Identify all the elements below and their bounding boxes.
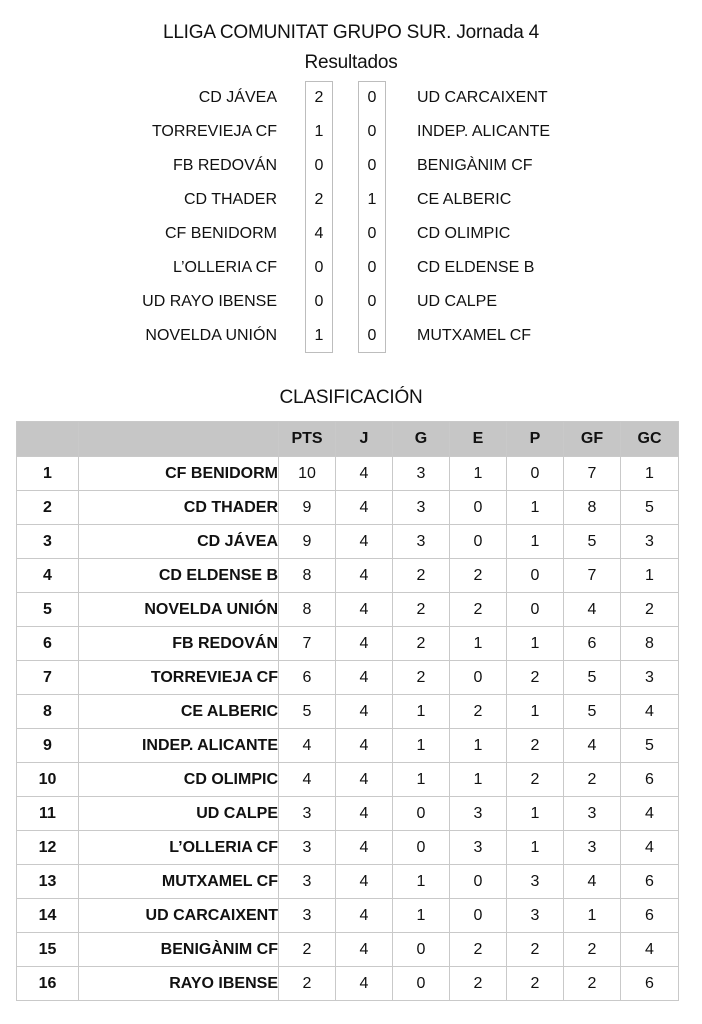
position-cell: 7 — [17, 661, 79, 695]
e-cell: 2 — [450, 593, 507, 627]
e-cell: 2 — [450, 559, 507, 593]
position-cell: 8 — [17, 695, 79, 729]
header-e: E — [450, 422, 507, 457]
j-cell: 4 — [336, 525, 393, 559]
gf-cell: 4 — [564, 865, 621, 899]
p-cell: 0 — [507, 457, 564, 491]
e-cell: 1 — [450, 729, 507, 763]
g-cell: 1 — [393, 729, 450, 763]
g-cell: 2 — [393, 559, 450, 593]
home-score: 0 — [314, 157, 324, 174]
position-cell: 13 — [17, 865, 79, 899]
home-team: FB REDOVÁN — [172, 157, 277, 174]
g-cell: 0 — [393, 933, 450, 967]
g-cell: 3 — [393, 525, 450, 559]
table-row — [17, 593, 679, 627]
g-cell: 3 — [393, 457, 450, 491]
match-row — [0, 319, 702, 353]
position-cell: 15 — [17, 933, 79, 967]
gc-cell: 6 — [621, 967, 679, 1001]
away-score: 0 — [367, 293, 377, 310]
away-team: UD CALPE — [417, 293, 498, 310]
position-cell: 9 — [17, 729, 79, 763]
home-team: NOVELDA UNIÓN — [145, 327, 277, 344]
gf-cell: 2 — [564, 933, 621, 967]
match-row — [0, 149, 702, 183]
gc-cell: 3 — [621, 661, 679, 695]
home-team: L’OLLERIA CF — [172, 259, 277, 276]
gf-cell: 5 — [564, 695, 621, 729]
match-row — [0, 183, 702, 217]
j-cell: 4 — [336, 593, 393, 627]
pts-cell: 2 — [279, 967, 336, 1001]
pts-cell: 4 — [279, 729, 336, 763]
home-team: TORREVIEJA CF — [151, 123, 277, 140]
e-cell: 2 — [450, 933, 507, 967]
table-row — [17, 661, 679, 695]
pts-cell: 8 — [279, 593, 336, 627]
home-team: UD RAYO IBENSE — [142, 293, 277, 310]
gc-cell: 4 — [621, 831, 679, 865]
j-cell: 4 — [336, 695, 393, 729]
p-cell: 3 — [507, 899, 564, 933]
position-cell: 16 — [17, 967, 79, 1001]
g-cell: 1 — [393, 763, 450, 797]
home-team: CD JÁVEA — [198, 89, 277, 106]
position-cell: 2 — [17, 491, 79, 525]
gc-cell: 5 — [621, 491, 679, 525]
home-score: 2 — [314, 191, 324, 208]
team-cell: FB REDOVÁN — [79, 627, 279, 661]
team-cell: CF BENIDORM — [79, 457, 279, 491]
away-score: 0 — [367, 157, 377, 174]
p-cell: 1 — [507, 797, 564, 831]
away-score: 1 — [367, 191, 377, 208]
e-cell: 0 — [450, 661, 507, 695]
g-cell: 0 — [393, 831, 450, 865]
gc-cell: 2 — [621, 593, 679, 627]
position-cell: 5 — [17, 593, 79, 627]
e-cell: 0 — [450, 525, 507, 559]
team-cell: CD THADER — [79, 491, 279, 525]
team-cell: RAYO IBENSE — [79, 967, 279, 1001]
standings-table — [16, 421, 679, 1001]
j-cell: 4 — [336, 797, 393, 831]
gf-cell: 4 — [564, 593, 621, 627]
table-row — [17, 865, 679, 899]
gf-cell: 5 — [564, 525, 621, 559]
team-cell: CE ALBERIC — [79, 695, 279, 729]
pts-cell: 10 — [279, 457, 336, 491]
e-cell: 1 — [450, 457, 507, 491]
gf-cell: 5 — [564, 661, 621, 695]
match-row — [0, 285, 702, 319]
position-cell: 11 — [17, 797, 79, 831]
pts-cell: 8 — [279, 559, 336, 593]
away-score: 0 — [367, 89, 377, 106]
p-cell: 1 — [507, 525, 564, 559]
away-score: 0 — [367, 259, 377, 276]
team-cell: UD CARCAIXENT — [79, 899, 279, 933]
j-cell: 4 — [336, 661, 393, 695]
p-cell: 2 — [507, 763, 564, 797]
home-score: 2 — [314, 89, 324, 106]
j-cell: 4 — [336, 899, 393, 933]
page-title: LLIGA COMUNITAT GRUPO SUR. Jornada 4 — [162, 22, 540, 43]
home-score: 4 — [314, 225, 324, 242]
gc-cell: 6 — [621, 865, 679, 899]
pts-cell: 3 — [279, 831, 336, 865]
header-gc: GC — [621, 422, 679, 457]
home-score: 0 — [314, 259, 324, 276]
position-cell: 12 — [17, 831, 79, 865]
match-row — [0, 251, 702, 285]
pts-cell: 3 — [279, 797, 336, 831]
table-row — [17, 627, 679, 661]
gc-cell: 4 — [621, 797, 679, 831]
gc-cell: 1 — [621, 559, 679, 593]
pts-cell: 9 — [279, 525, 336, 559]
p-cell: 2 — [507, 967, 564, 1001]
p-cell: 1 — [507, 491, 564, 525]
pts-cell: 3 — [279, 899, 336, 933]
e-cell: 0 — [450, 491, 507, 525]
away-score: 0 — [367, 225, 377, 242]
position-cell: 4 — [17, 559, 79, 593]
match-row — [0, 115, 702, 149]
gf-cell: 3 — [564, 797, 621, 831]
gc-cell: 6 — [621, 899, 679, 933]
home-team: CD THADER — [183, 191, 277, 208]
header-blank — [17, 422, 79, 457]
pts-cell: 4 — [279, 763, 336, 797]
p-cell: 0 — [507, 593, 564, 627]
gc-cell: 6 — [621, 763, 679, 797]
home-team: CF BENIDORM — [165, 225, 277, 242]
team-cell: CD OLIMPIC — [79, 763, 279, 797]
p-cell: 1 — [507, 627, 564, 661]
gf-cell: 7 — [564, 559, 621, 593]
gc-cell: 3 — [621, 525, 679, 559]
team-cell: UD CALPE — [79, 797, 279, 831]
away-team: MUTXAMEL CF — [417, 327, 532, 344]
j-cell: 4 — [336, 831, 393, 865]
e-cell: 3 — [450, 831, 507, 865]
position-cell: 1 — [17, 457, 79, 491]
gc-cell: 5 — [621, 729, 679, 763]
gf-cell: 1 — [564, 899, 621, 933]
header-p: P — [507, 422, 564, 457]
away-team: BENIGÀNIM CF — [417, 157, 533, 174]
g-cell: 2 — [393, 627, 450, 661]
j-cell: 4 — [336, 491, 393, 525]
table-row — [17, 797, 679, 831]
position-cell: 6 — [17, 627, 79, 661]
header-j: J — [336, 422, 393, 457]
e-cell: 1 — [450, 763, 507, 797]
pts-cell: 2 — [279, 933, 336, 967]
table-row — [17, 831, 679, 865]
e-cell: 0 — [450, 865, 507, 899]
gf-cell: 6 — [564, 627, 621, 661]
g-cell: 3 — [393, 491, 450, 525]
away-team: CD OLIMPIC — [417, 225, 511, 242]
team-cell: L’OLLERIA CF — [79, 831, 279, 865]
team-cell: INDEP. ALICANTE — [79, 729, 279, 763]
table-row — [17, 967, 679, 1001]
g-cell: 2 — [393, 593, 450, 627]
header-pts: PTS — [279, 422, 336, 457]
p-cell: 1 — [507, 695, 564, 729]
header-blank — [79, 422, 279, 457]
j-cell: 4 — [336, 933, 393, 967]
gf-cell: 2 — [564, 967, 621, 1001]
position-cell: 10 — [17, 763, 79, 797]
g-cell: 1 — [393, 865, 450, 899]
team-cell: MUTXAMEL CF — [79, 865, 279, 899]
team-cell: BENIGÀNIM CF — [79, 933, 279, 967]
pts-cell: 3 — [279, 865, 336, 899]
gc-cell: 8 — [621, 627, 679, 661]
j-cell: 4 — [336, 729, 393, 763]
table-row — [17, 899, 679, 933]
team-cell: TORREVIEJA CF — [79, 661, 279, 695]
team-cell: CD JÁVEA — [79, 525, 279, 559]
gc-cell: 4 — [621, 695, 679, 729]
p-cell: 0 — [507, 559, 564, 593]
p-cell: 2 — [507, 933, 564, 967]
gf-cell: 3 — [564, 831, 621, 865]
p-cell: 1 — [507, 831, 564, 865]
away-team: INDEP. ALICANTE — [417, 123, 551, 140]
table-row — [17, 525, 679, 559]
pts-cell: 5 — [279, 695, 336, 729]
table-row — [17, 457, 679, 491]
p-cell: 2 — [507, 661, 564, 695]
table-row — [17, 729, 679, 763]
away-team: UD CARCAIXENT — [417, 89, 548, 106]
e-cell: 3 — [450, 797, 507, 831]
g-cell: 0 — [393, 797, 450, 831]
team-cell: CD ELDENSE B — [79, 559, 279, 593]
table-row — [17, 763, 679, 797]
header-gf: GF — [564, 422, 621, 457]
gf-cell: 8 — [564, 491, 621, 525]
table-row — [17, 559, 679, 593]
position-cell: 14 — [17, 899, 79, 933]
home-score: 1 — [314, 123, 324, 140]
j-cell: 4 — [336, 967, 393, 1001]
e-cell: 2 — [450, 695, 507, 729]
table-row — [17, 695, 679, 729]
gf-cell: 7 — [564, 457, 621, 491]
e-cell: 0 — [450, 899, 507, 933]
j-cell: 4 — [336, 763, 393, 797]
g-cell: 2 — [393, 661, 450, 695]
table-row — [17, 933, 679, 967]
j-cell: 4 — [336, 559, 393, 593]
standings-title: CLASIFICACIÓN — [279, 387, 423, 408]
g-cell: 0 — [393, 967, 450, 1001]
position-cell: 3 — [17, 525, 79, 559]
home-score: 1 — [314, 327, 324, 344]
away-score: 0 — [367, 327, 377, 344]
gf-cell: 2 — [564, 763, 621, 797]
j-cell: 4 — [336, 865, 393, 899]
away-team: CD ELDENSE B — [417, 259, 535, 276]
pts-cell: 7 — [279, 627, 336, 661]
gc-cell: 1 — [621, 457, 679, 491]
g-cell: 1 — [393, 899, 450, 933]
results-subtitle: Resultados — [304, 52, 398, 73]
away-score: 0 — [367, 123, 377, 140]
table-row — [17, 491, 679, 525]
e-cell: 1 — [450, 627, 507, 661]
pts-cell: 9 — [279, 491, 336, 525]
gf-cell: 4 — [564, 729, 621, 763]
standings-header-row — [17, 422, 679, 457]
e-cell: 2 — [450, 967, 507, 1001]
team-cell: NOVELDA UNIÓN — [79, 593, 279, 627]
g-cell: 1 — [393, 695, 450, 729]
gc-cell: 4 — [621, 933, 679, 967]
p-cell: 3 — [507, 865, 564, 899]
match-row — [0, 81, 702, 115]
match-row — [0, 217, 702, 251]
j-cell: 4 — [336, 627, 393, 661]
home-score: 0 — [314, 293, 324, 310]
away-team: CE ALBERIC — [417, 191, 512, 208]
j-cell: 4 — [336, 457, 393, 491]
p-cell: 2 — [507, 729, 564, 763]
pts-cell: 6 — [279, 661, 336, 695]
header-g: G — [393, 422, 450, 457]
